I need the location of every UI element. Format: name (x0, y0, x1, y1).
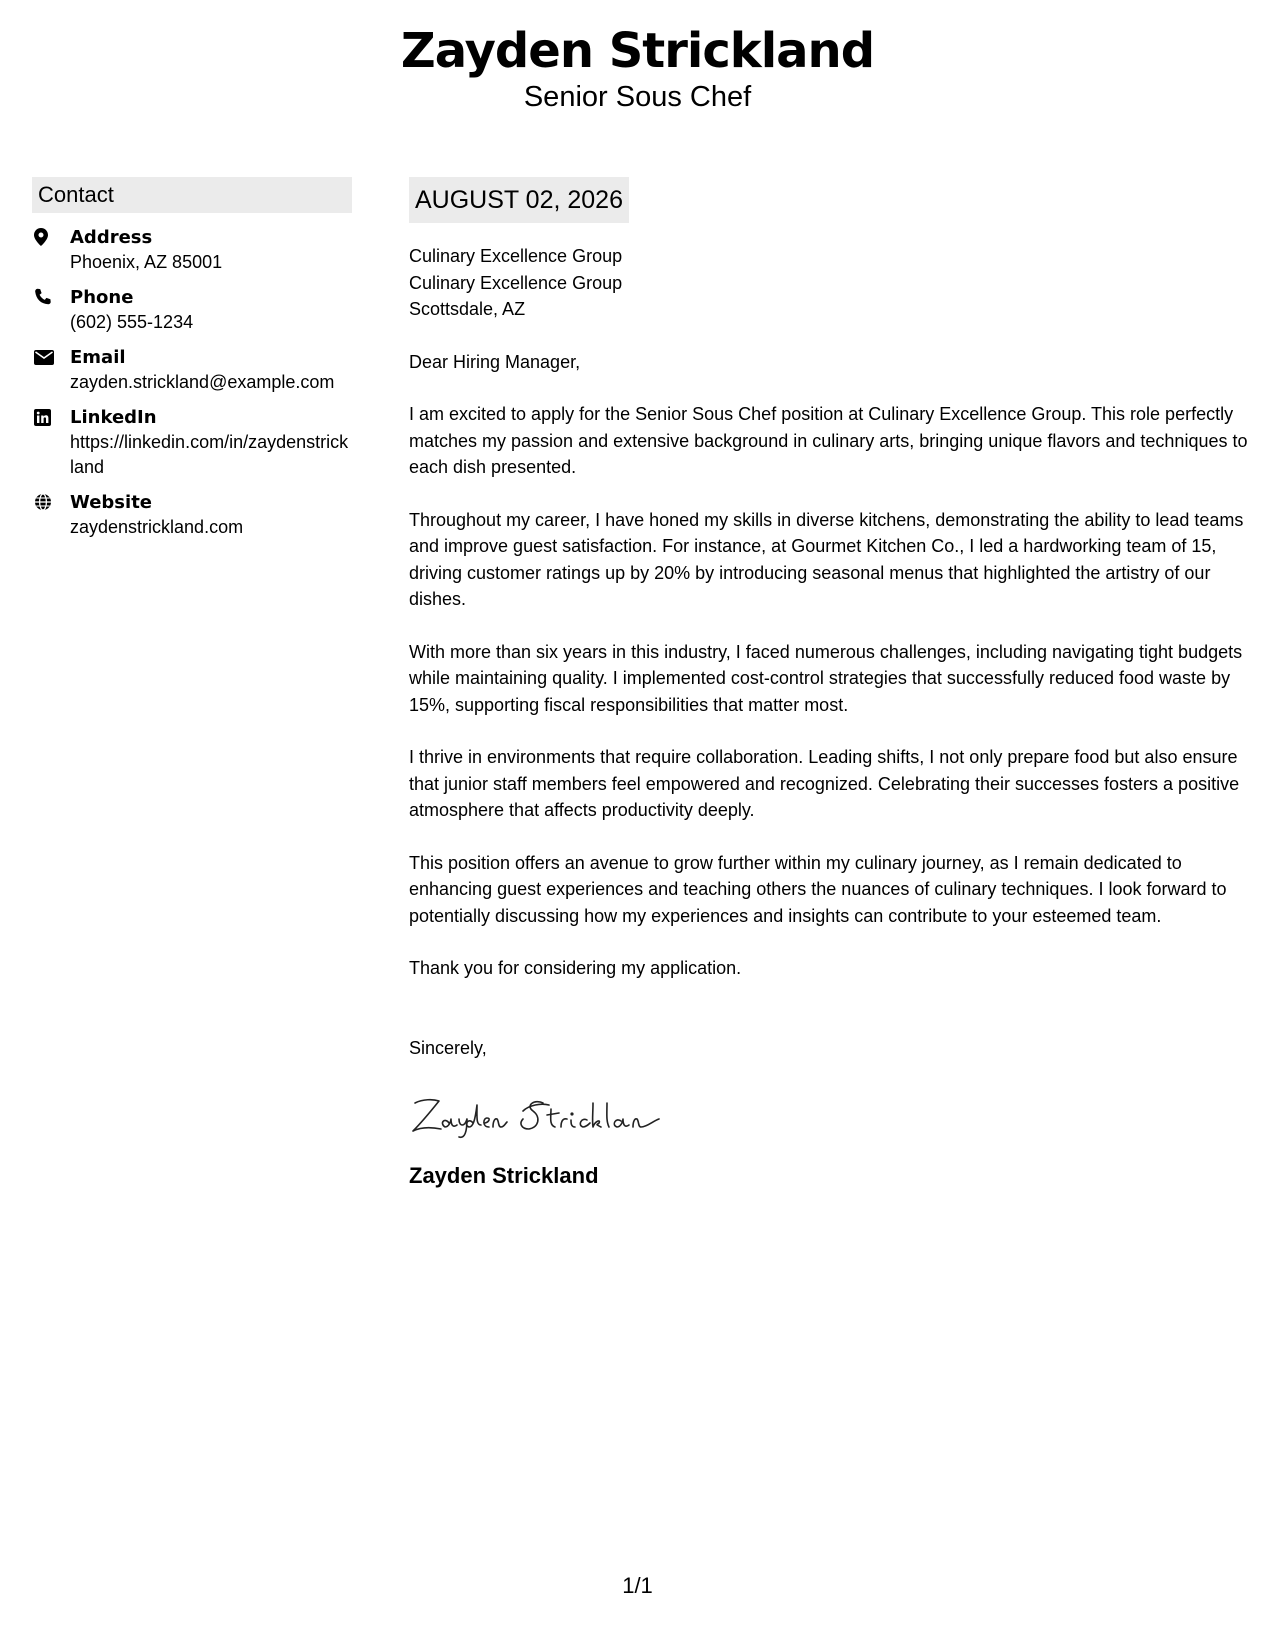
applicant-name: Zayden Strickland (400, 23, 875, 79)
linkedin-label: LinkedIn (70, 407, 157, 428)
website-label: Website (70, 492, 153, 513)
website-value[interactable]: zaydenstrickland.com (70, 517, 244, 537)
header (0, 22, 1275, 114)
email-value: zayden.strickland@example.com (70, 372, 335, 392)
recipient-line: Scottsdale, AZ (409, 299, 526, 319)
envelope-icon (32, 345, 70, 369)
recipient-line: Culinary Excellence Group (409, 246, 623, 266)
page-number: 1/1 (622, 1573, 653, 1598)
address-value: Phoenix, AZ 85001 (70, 252, 223, 272)
recipient-block (409, 243, 1249, 323)
salutation: Dear Hiring Manager, (409, 351, 581, 372)
email-label: Email (70, 347, 126, 368)
letter-body (409, 177, 1249, 1191)
recipient-line: Culinary Excellence Group (409, 272, 623, 293)
body-paragraph: This position offers an avenue to grow further within my culinary journey, as I remain dedicated to enhancing guest experiences and teaching others the nuances of culinary techniques. I look forward to potentially discussing how my experiences and insights can contribute to your esteemed team. (409, 852, 1227, 926)
contact-list (32, 225, 352, 540)
handwritten-signature (409, 1091, 1249, 1141)
contact-linkedin (32, 405, 352, 480)
linkedin-icon (32, 405, 70, 429)
body-paragraph: I am excited to apply for the Senior Sous Chef position at Culinary Excellence Group. This role perfectly matches my passion and extensive background in culinary arts, bringing unique flavors and techniques to each dish presented. (409, 404, 1248, 477)
contact-website (32, 490, 352, 540)
body-paragraph: I thrive in environments that require collaboration. Leading shifts, I not only prepare food but also ensure that junior staff members feel empowered and recognized. Celebrating their successes fosters a positive atmosphere that affects productivity deeply. (409, 747, 1240, 820)
contact-phone (32, 285, 352, 335)
contact-section-title: Contact (32, 177, 352, 213)
signer-name: Zayden Strickland (409, 1163, 599, 1188)
sidebar (32, 177, 352, 550)
linkedin-value[interactable]: https://linkedin.com/in/zaydenstrickland (70, 432, 349, 477)
phone-icon (32, 285, 70, 309)
globe-icon (32, 490, 70, 514)
contact-email (32, 345, 352, 395)
contact-address (32, 225, 352, 275)
closing: Sincerely, (409, 1037, 487, 1058)
map-pin-icon (32, 225, 70, 249)
body-paragraph: With more than six years in this industry, I faced numerous challenges, including navigating tight budgets while maintaining quality. I implemented cost-control strategies that successfully reduced food waste by 15%, supporting fiscal responsibilities that matter most. (409, 641, 1243, 715)
body-paragraph: Thank you for considering my application. (409, 958, 742, 978)
address-label: Address (70, 227, 153, 248)
letter-date: AUGUST 02, 2026 (409, 177, 629, 223)
body-paragraph: Throughout my career, I have honed my skills in diverse kitchens, demonstrating the ability to lead teams and improve guest satisfaction. For instance, at Gourmet Kitchen Co., I led a hardworking team of 15, driving customer ratings up by 20% by introducing seasonal menus that highlighted the artistry of our dishes. (409, 509, 1244, 609)
applicant-role: Senior Sous Chef (523, 81, 752, 113)
phone-label: Phone (70, 287, 134, 308)
phone-value: (602) 555-1234 (70, 312, 194, 332)
